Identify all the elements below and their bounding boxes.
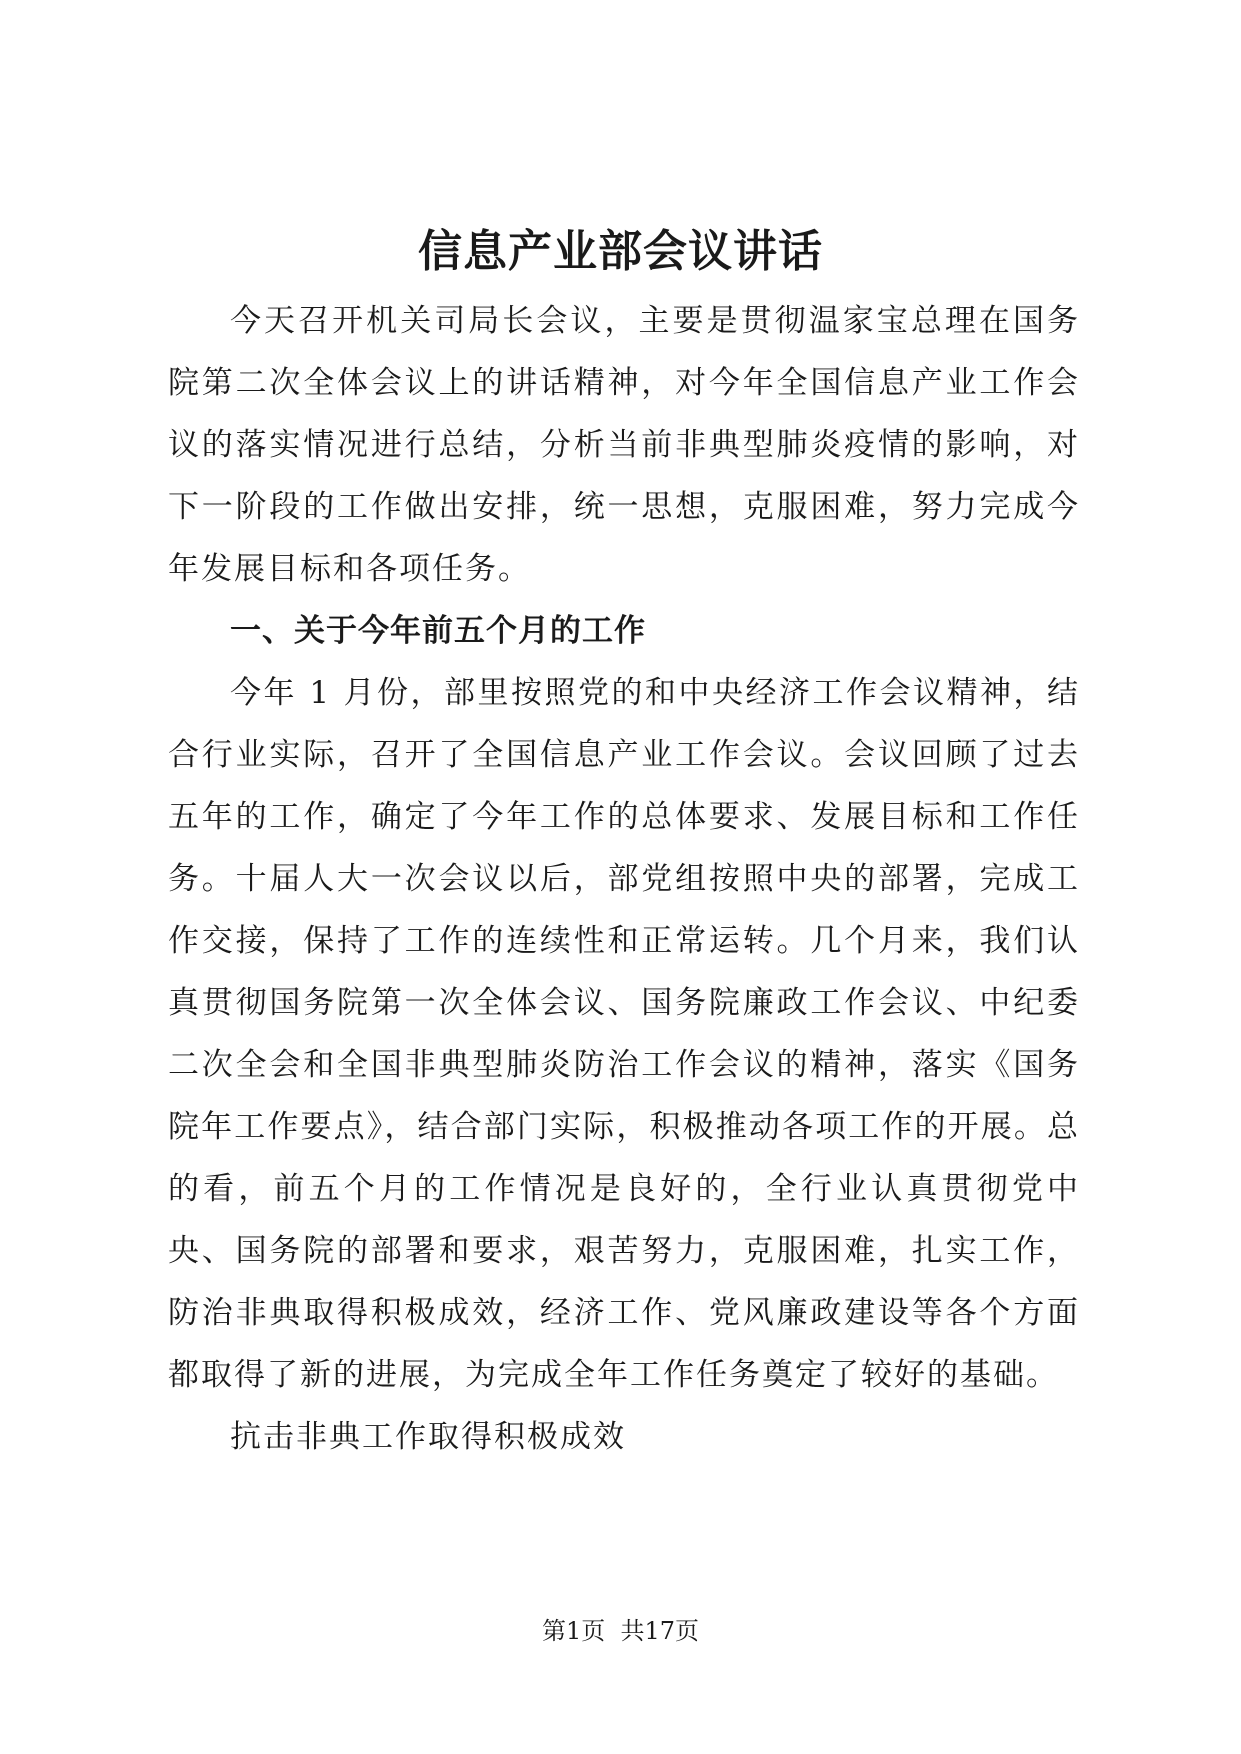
- intro-paragraph: 今天召开机关司局长会议，主要是贯彻温家宝总理在国务院第二次全体会议上的讲话精神，对今年全国信息产业工作会议的落实情况进行总结，分析当前非典型肺炎疫情的影响，对下一阶段的工作做出安排，统一思想，克服困难，努力完成今年发展目标和各项任务。: [168, 303, 1080, 587]
- total-pages-number: 17: [644, 1617, 676, 1645]
- document-title: 信息产业部会议讲话: [418, 226, 823, 277]
- page-label-suffix: 页: [675, 1617, 700, 1645]
- section-heading: 一、关于今年前五个月的工作: [230, 613, 646, 649]
- subheading-paragraph: 抗击非典工作取得积极成效: [230, 1419, 626, 1455]
- page-footer: [0, 1614, 1241, 1648]
- current-page-number: 1: [565, 1617, 582, 1645]
- page-label-mid: 页 共: [581, 1617, 645, 1645]
- document-body: [168, 290, 1080, 1468]
- page-label-prefix: 第: [541, 1617, 566, 1645]
- section-paragraph: 今年 1 月份，部里按照党的和中央经济工作会议精神，结合行业实际，召开了全国信息产业工作会议。会议回顾了过去五年的工作，确定了今年工作的总体要求、发展目标和工作任务。十届人大一次会议以后，部党组按照中央的部署，完成工作交接，保持了工作的连续性和正常运转。几个月来，我们认真贯彻国务院第一次全体会议、国务院廉政工作会议、中纪委二次全会和全国非典型肺炎防治工作会议的精神，落实《国务院年工作要点》，结合部门实际，积极推动各项工作的开展。总的看，前五个月的工作情况是良好的，全行业认真贯彻党中央、国务院的部署和要求，艰苦努力，克服困难，扎实工作，防治非典取得积极成效，经济工作、党风廉政建设等各个方面都取得了新的进展，为完成全年工作任务奠定了较好的基础。: [168, 675, 1080, 1393]
